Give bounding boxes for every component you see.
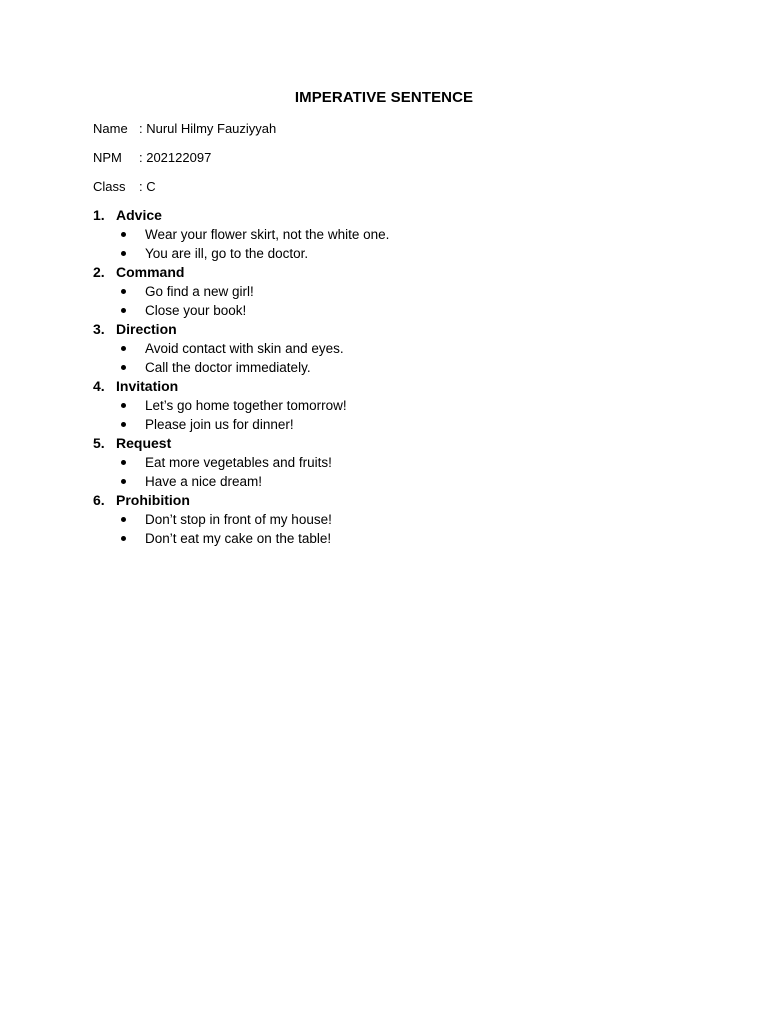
bullet-icon	[121, 536, 126, 541]
section-invitation	[93, 377, 693, 434]
section-title: Command	[116, 264, 185, 280]
section-title: Direction	[116, 321, 177, 337]
section-number: 2.	[93, 264, 105, 280]
list-item	[93, 244, 693, 263]
document-title: IMPERATIVE SENTENCE	[294, 89, 474, 106]
info-value: : Nurul Hilmy Fauziyyah	[139, 121, 277, 136]
list-item	[93, 415, 693, 434]
list-item	[93, 529, 693, 548]
section-heading	[93, 377, 693, 396]
list-item-text: Let’s go home together tomorrow!	[145, 398, 347, 413]
section-heading	[93, 491, 693, 510]
list-item-text: You are ill, go to the doctor.	[145, 246, 309, 261]
section-heading	[93, 320, 693, 339]
section-title: Invitation	[116, 378, 179, 394]
list-item-text: Have a nice dream!	[145, 474, 263, 489]
bullet-icon	[121, 365, 126, 370]
list-item	[93, 339, 693, 358]
section-heading	[93, 263, 693, 282]
bullet-icon	[121, 289, 126, 294]
list-item	[93, 301, 693, 320]
section-number: 6.	[93, 492, 105, 508]
info-label: Class	[93, 179, 126, 194]
bullet-icon	[121, 251, 126, 256]
bullet-icon	[121, 460, 126, 465]
section-number: 1.	[93, 207, 105, 223]
bullet-icon	[121, 232, 126, 237]
bullet-icon	[121, 346, 126, 351]
section-list	[93, 206, 693, 548]
section-title: Advice	[116, 207, 162, 223]
list-item	[93, 472, 693, 491]
section-title: Prohibition	[116, 492, 190, 508]
section-number: 5.	[93, 435, 105, 451]
bullet-icon	[121, 403, 126, 408]
list-item	[93, 510, 693, 529]
list-item-text: Don’t stop in front of my house!	[145, 512, 332, 527]
info-value: : C	[139, 179, 156, 194]
bullet-icon	[121, 479, 126, 484]
section-number: 4.	[93, 378, 105, 394]
section-direction	[93, 320, 693, 377]
info-value: : 202122097	[139, 150, 212, 165]
section-command	[93, 263, 693, 320]
list-item	[93, 282, 693, 301]
section-request	[93, 434, 693, 491]
bullet-icon	[121, 517, 126, 522]
section-title: Request	[116, 435, 172, 451]
bullet-icon	[121, 308, 126, 313]
info-label: NPM	[93, 150, 122, 165]
bullet-icon	[121, 422, 126, 427]
list-item-text: Close your book!	[145, 303, 247, 318]
section-heading	[93, 206, 693, 225]
list-item	[93, 453, 693, 472]
list-item-text: Please join us for dinner!	[145, 417, 294, 432]
info-row-name	[93, 121, 276, 137]
list-item	[93, 225, 693, 244]
section-advice	[93, 206, 693, 263]
list-item-text: Don’t eat my cake on the table!	[145, 531, 332, 546]
info-row-npm	[93, 150, 211, 166]
section-number: 3.	[93, 321, 105, 337]
list-item-text: Eat more vegetables and fruits!	[145, 455, 332, 470]
list-item-text: Go find a new girl!	[145, 284, 254, 299]
list-item	[93, 358, 693, 377]
list-item	[93, 396, 693, 415]
info-label: Name	[93, 121, 128, 136]
list-item-text: Call the doctor immediately.	[145, 360, 311, 375]
section-heading	[93, 434, 693, 453]
list-item-text: Wear your flower skirt, not the white one.	[145, 227, 390, 242]
section-prohibition	[93, 491, 693, 548]
info-row-class	[93, 179, 156, 195]
list-item-text: Avoid contact with skin and eyes.	[145, 341, 344, 356]
